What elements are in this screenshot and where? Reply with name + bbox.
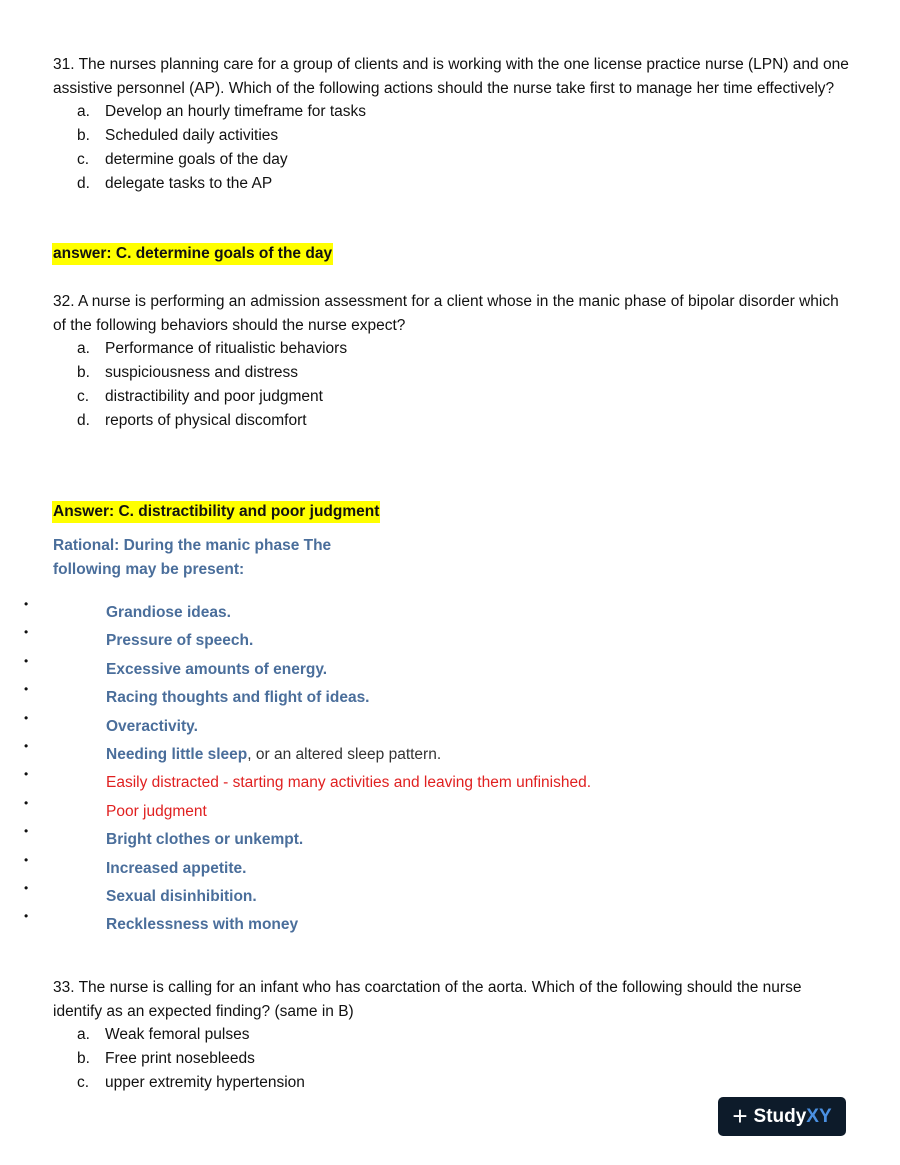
- list-item: [0, 797, 900, 825]
- option-text: determine goals of the day: [105, 151, 288, 168]
- list-item: [0, 825, 900, 853]
- symptom-bullet-list: [0, 598, 900, 939]
- option-item: [53, 1047, 853, 1071]
- list-item: [0, 712, 900, 740]
- question-stem: 33. The nurse is calling for an infant who has coarctation of the aorta. Which of the following should the nurse identify as an expected finding? (same in B): [53, 979, 802, 1020]
- option-letter: c.: [77, 151, 90, 168]
- option-text: Develop an hourly timeframe for tasks: [105, 103, 367, 120]
- option-letter: a.: [77, 340, 90, 357]
- rationale-line-1: Rational: During the manic phase The: [53, 537, 332, 554]
- studyxy-logo[interactable]: [718, 1097, 846, 1136]
- option-list: [53, 1023, 853, 1095]
- option-letter: b.: [77, 364, 90, 381]
- option-text: Weak femoral pulses: [105, 1026, 250, 1043]
- option-item: [53, 337, 853, 361]
- option-item: [53, 100, 853, 124]
- option-letter: c.: [77, 1074, 90, 1091]
- option-text: delegate tasks to the AP: [105, 175, 273, 192]
- option-letter: c.: [77, 388, 90, 405]
- option-letter: b.: [77, 1050, 90, 1067]
- bullet-text: Easily distracted - starting many activities and leaving them unfinished.: [106, 774, 592, 792]
- list-item: [0, 882, 900, 910]
- bullet-icon: •: [24, 824, 29, 839]
- option-item: [53, 361, 853, 385]
- option-text: distractibility and poor judgment: [105, 388, 323, 405]
- bullet-text: Excessive amounts of energy.: [106, 660, 328, 678]
- option-letter: a.: [77, 103, 90, 120]
- option-letter: b.: [77, 127, 90, 144]
- bullet-text: Grandiose ideas.: [106, 604, 231, 621]
- list-item: [0, 626, 900, 654]
- list-item: [0, 910, 900, 938]
- bullet-icon: •: [24, 795, 29, 810]
- answer-32: Answer: C. distractibility and poor judgment: [52, 501, 380, 523]
- option-text: Performance of ritualistic behaviors: [105, 340, 348, 357]
- option-letter: d.: [77, 412, 90, 429]
- option-list: [53, 100, 853, 196]
- rationale-line-2: following may be present:: [53, 561, 245, 578]
- list-item: [0, 598, 900, 626]
- option-text: upper extremity hypertension: [105, 1074, 305, 1091]
- question-stem: 31. The nurses planning care for a group of clients and is working with the one license practice nurse (LPN) and one assistive personnel (AP). Which of the following actions should the nurse take first to manage her time effectively?: [53, 56, 849, 97]
- question-33: [53, 976, 853, 1095]
- bullet-icon: •: [24, 653, 29, 668]
- option-item: [53, 124, 853, 148]
- bullet-icon: •: [24, 625, 29, 640]
- option-item: [53, 1071, 853, 1095]
- bullet-icon: •: [24, 710, 29, 725]
- option-text: reports of physical discomfort: [105, 412, 307, 429]
- question-31: [53, 53, 853, 196]
- bullet-text: Overactivity.: [106, 717, 198, 735]
- bullet-icon: •: [24, 682, 29, 697]
- option-text: Free print nosebleeds: [105, 1050, 255, 1067]
- option-list: [53, 337, 853, 433]
- list-item: [0, 740, 900, 768]
- logo-wordmark: [754, 1106, 832, 1128]
- bullet-text: Bright clothes or unkempt.: [106, 831, 304, 849]
- option-item: [53, 172, 853, 196]
- plus-icon: +: [732, 1100, 748, 1131]
- list-item: [0, 655, 900, 683]
- bullet-icon: •: [24, 767, 29, 782]
- option-letter: a.: [77, 1026, 90, 1043]
- bullet-icon: •: [24, 597, 29, 611]
- bullet-text: Sexual disinhibition.: [106, 887, 257, 905]
- bullet-icon: •: [24, 738, 29, 753]
- bullet-icon: •: [24, 909, 29, 924]
- bullet-text: Recklessness with money: [106, 916, 299, 934]
- question-stem: 32. A nurse is performing an admission assessment for a client whose in the manic phase of bipolar disorder which of the following behaviors should the nurse expect?: [53, 293, 839, 334]
- option-text: Scheduled daily activities: [105, 127, 279, 144]
- bullet-icon: •: [24, 852, 29, 867]
- option-letter: d.: [77, 175, 90, 192]
- bullet-text: Pressure of speech.: [106, 632, 254, 650]
- bullet-text-group: [106, 745, 441, 765]
- list-item: [0, 683, 900, 711]
- bullet-text: Needing little sleep: [106, 745, 248, 763]
- bullet-text: Increased appetite.: [106, 859, 247, 877]
- bullet-icon: •: [24, 880, 29, 895]
- answer-31: answer: C. determine goals of the day: [52, 243, 333, 265]
- bullet-text-rest: , or an altered sleep pattern.: [247, 745, 442, 763]
- option-item: [53, 409, 853, 433]
- option-item: [53, 385, 853, 409]
- list-item: [0, 768, 900, 796]
- option-text: suspiciousness and distress: [105, 364, 298, 381]
- bullet-text: Poor judgment: [106, 802, 207, 820]
- option-item: [53, 148, 853, 172]
- logo-word-study: Study: [753, 1105, 807, 1127]
- question-32: [53, 290, 853, 433]
- logo-word-xy: XY: [806, 1105, 832, 1127]
- list-item: [0, 854, 900, 882]
- option-item: [53, 1023, 853, 1047]
- bullet-text: Racing thoughts and flight of ideas.: [106, 689, 370, 707]
